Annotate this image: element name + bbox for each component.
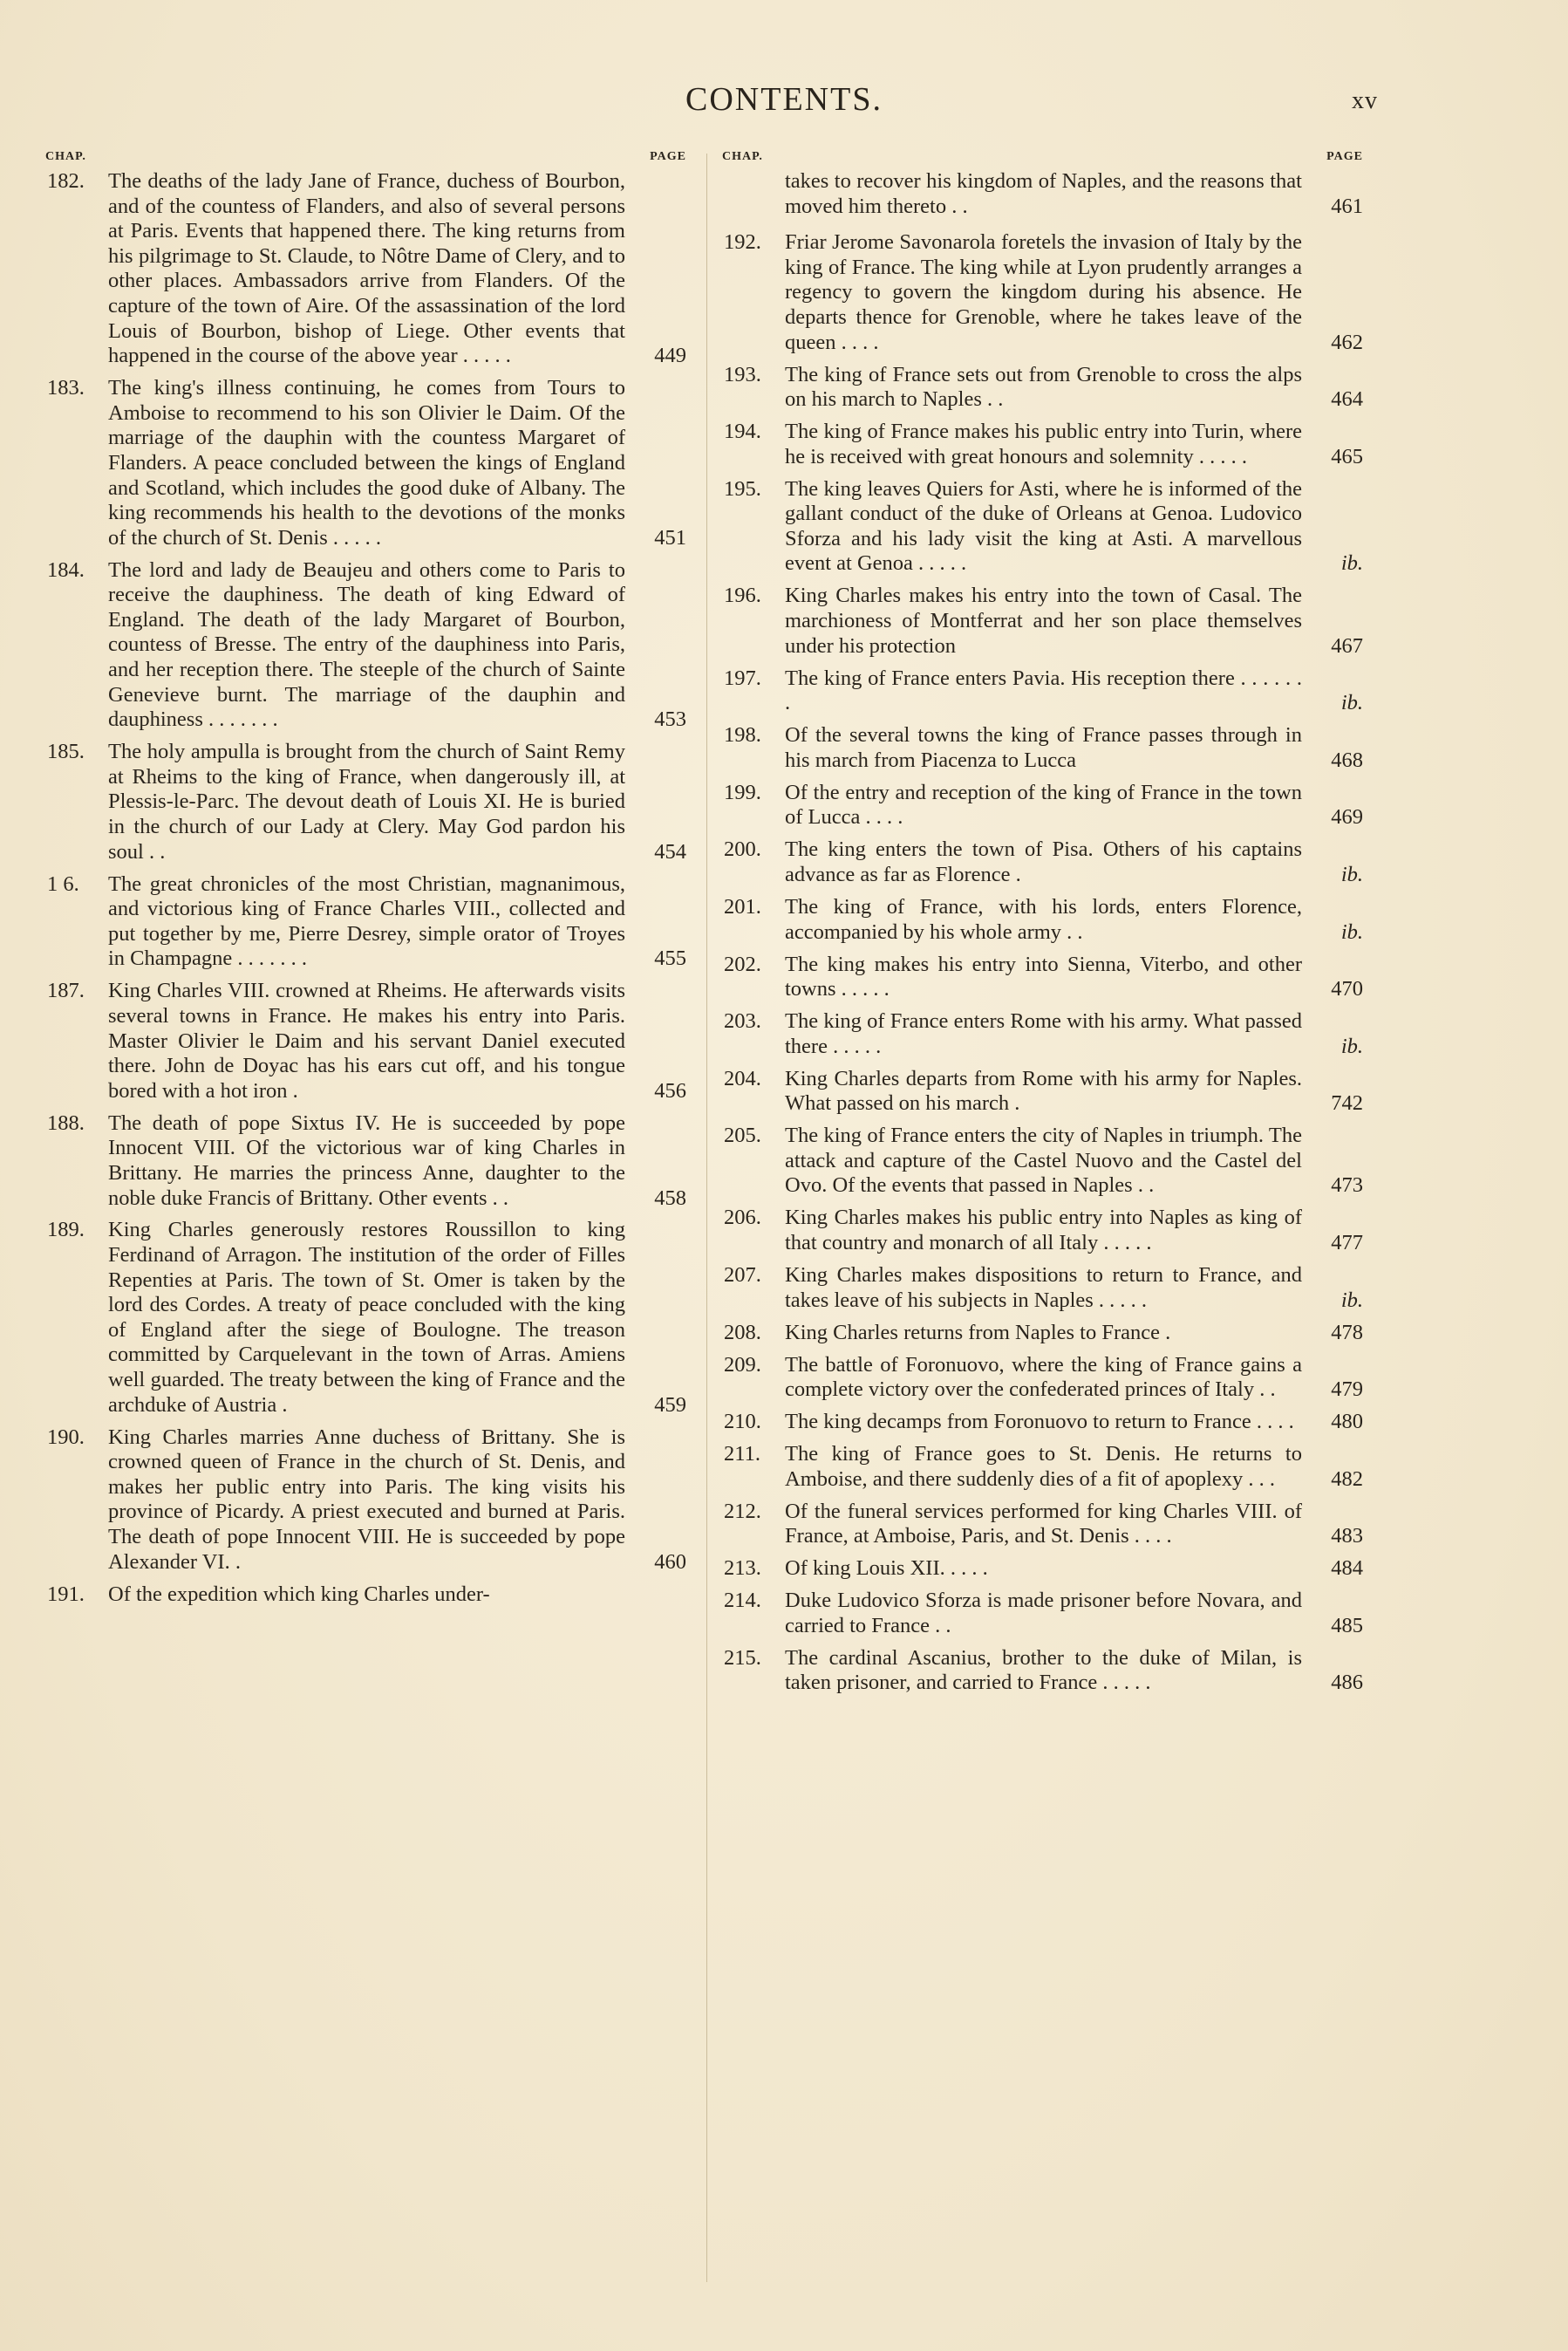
page-label: PAGE [650, 150, 686, 163]
toc-entry [722, 1067, 1363, 1117]
chapter-number: 193. [724, 362, 761, 386]
chap-label: CHAP. [45, 150, 86, 163]
chapter-summary: The king of France enters Rome with his army. What passed there . . . . . [785, 1009, 1302, 1058]
chapter-summary: The great chronicles of the most Christian, magnanimous, and victorious king of France Charles VIII., collected and put together by me, Pierre Desrey, simple orator of Troyes in Champagne . . . . . . . [108, 871, 625, 971]
chapter-summary: King Charles departs from Rome with his army for Naples. What passed on his march . [785, 1066, 1302, 1116]
page-reference: 453 [654, 707, 686, 732]
chapter-number: 198. [724, 723, 761, 748]
page-reference: 467 [1331, 633, 1363, 658]
toc-entry [722, 1263, 1363, 1313]
page-reference: 454 [654, 839, 686, 864]
chapter-number: 215. [724, 1645, 761, 1670]
page-reference: 483 [1331, 1524, 1363, 1548]
column-divider [706, 154, 707, 2282]
chapter-number: 188. [47, 1111, 85, 1135]
toc-entry [722, 781, 1363, 830]
toc-entry [722, 1321, 1363, 1346]
chapter-number: 182. [47, 169, 85, 193]
page-reference: 455 [654, 947, 686, 971]
chapter-summary: The king's illness continuing, he comes from Tours to Amboise to recommend to his son Olivier le Daim. Of the marriage of the dauphin with the countess Margaret of Flanders. A peace concluded between the kings of England and Scotland, which includes the good duke of Albany. The king recommends his health to the devotions of the monks of the church of St. Denis . . . . . [108, 376, 625, 550]
page-reference: 469 [1331, 805, 1363, 830]
chapter-number: 190. [47, 1425, 85, 1449]
page-reference: 456 [654, 1078, 686, 1103]
chapter-summary: The king of France enters the city of Naples in triumph. The attack and capture of the Castel Nuovo and the Castel del Ovo. Of the events that passed in Naples . . [785, 1124, 1302, 1198]
chapter-number: 205. [724, 1124, 761, 1148]
toc-entry [722, 1589, 1363, 1638]
page-reference: 485 [1331, 1613, 1363, 1637]
toc-entry [45, 169, 686, 369]
chapter-summary: The king enters the town of Pisa. Others of his captains advance as far as Florence . [785, 837, 1302, 886]
chapter-summary: The deaths of the lady Jane of France, duchess of Bourbon, and of the countess of Flanders, and also of several persons at Paris. Events that happened there. The king returns from his pilgrimage to St. Claude, to Nôtre Dame of Clery, and to other places. Ambassadors arrive from Flanders. Of the capture of the town of Aire. Of the assassination of the lord Louis of Bourbon, bishop of Liege. Other events that happened in the course of the above year . . . . . [108, 169, 625, 368]
chapter-number: 189. [47, 1218, 85, 1242]
toc-entry [722, 723, 1363, 773]
page-reference: 482 [1331, 1466, 1363, 1491]
chapter-number: 207. [724, 1263, 761, 1288]
chapter-number: 212. [724, 1499, 761, 1523]
page-reference: 465 [1331, 444, 1363, 468]
chapter-number: 209. [724, 1352, 761, 1377]
chapter-number: 200. [724, 837, 761, 862]
chapter-number: 210. [724, 1410, 761, 1434]
chapter-summary: King Charles VIII. crowned at Rheims. He afterwards visits several towns in France. He makes his entry into Paris. Master Olivier le Daim and his servant Daniel executed there. John de Doyac has his ears cut off, and his tongue bored with a hot iron . [108, 979, 625, 1103]
toc-entry [722, 584, 1363, 659]
chapter-summary: King Charles marries Anne duchess of Brittany. She is crowned queen of France in the church of St. Denis, and makes her public entry into Paris. The king visits his province of Picardy. A priest executed and burned at Paris. The death of pope Innocent VIII. He is succeeded by pope Alexander VI. . [108, 1425, 625, 1574]
page-reference: 480 [1331, 1410, 1363, 1434]
chap-label: CHAP. [722, 150, 763, 163]
chapter-summary: King Charles makes his entry into the town of Casal. The marchioness of Montferrat and her son place themselves under his protection [785, 584, 1302, 658]
chapter-summary: Friar Jerome Savonarola foretels the invasion of Italy by the king of France. The king while at Lyon prudently arranges a regency to govern the kingdom during his absence. He departs thence for Grenoble, where he takes leave of the queen . . . . [785, 230, 1302, 354]
page-reference: ib. [1340, 1288, 1363, 1312]
chapter-number: 185. [47, 740, 85, 764]
chapter-number: 199. [724, 780, 761, 804]
toc-entry [722, 1556, 1363, 1582]
chapter-summary: The king makes his entry into Sienna, Viterbo, and other towns . . . . . [785, 952, 1302, 1001]
chapter-summary: The king of France makes his public entry into Turin, where he is received with great honours and solemnity . . . . . [785, 420, 1302, 468]
contents-column-right [722, 150, 1363, 2279]
page-reference: 462 [1331, 330, 1363, 354]
chapter-summary: The king of France sets out from Grenoble to cross the alps on his march to Naples . . [785, 362, 1302, 412]
page-reference: 459 [654, 1392, 686, 1417]
toc-entry [45, 740, 686, 865]
chapter-summary: The lord and lady de Beaujeu and others come to Paris to receive the dauphiness. The death of king Edward of England. The death of the lady Margaret of Bourbon, countess of Bresse. The entry of the dauphiness into Paris, and her reception there. The steeple of the church of Sainte Genevieve burnt. The marriage of the dauphin and dauphiness . . . . . . . [108, 557, 625, 732]
chapter-summary: King Charles makes dispositions to return to France, and takes leave of his subjects in Naples . . . . . [785, 1263, 1302, 1312]
chapter-summary: Duke Ludovico Sforza is made prisoner before Novara, and carried to France . . [785, 1589, 1302, 1637]
chapter-number: 213. [724, 1556, 761, 1581]
page-reference: 479 [1331, 1377, 1363, 1402]
chapter-number: 195. [724, 476, 761, 501]
chapter-summary: The death of pope Sixtus IV. He is succeeded by pope Innocent VIII. Of the victorious war of king Charles in Brittany. He marries the princess Anne, daughter to the noble duke Francis of Brittany. Other events . . [108, 1111, 625, 1210]
page-reference: ib. [1340, 691, 1363, 715]
toc-entry [722, 1206, 1363, 1255]
toc-entry [722, 363, 1363, 413]
chapter-number: 201. [724, 894, 761, 919]
toc-entry [45, 1582, 686, 1608]
toc-entry [722, 1353, 1363, 1403]
page-reference: ib. [1340, 919, 1363, 944]
toc-entry [722, 837, 1363, 887]
page-number: xv [1352, 87, 1378, 114]
chapter-number: 211. [724, 1442, 760, 1466]
toc-entry [722, 1009, 1363, 1059]
page-reference: ib. [1340, 551, 1363, 576]
chapter-number: 183. [47, 376, 85, 400]
chapter-summary: King Charles generously restores Roussillon to king Ferdinand of Arragon. The institution of the order of Filles Repenties at Paris. The town of St. Omer is taken by the lord des Cordes. A treaty of peace concluded with the king of England after the siege of Boulogne. The treason committed by Carquelevant in the town of Arras. Amiens well guarded. The treaty between the king of France and the archduke of Austria . [108, 1218, 625, 1417]
chapter-summary: King Charles makes his public entry into Naples as king of that country and monarch of all Italy . . . . . [785, 1206, 1302, 1255]
chapter-summary: Of the funeral services performed for king Charles VIII. of France, at Amboise, Paris, and St. Denis . . . . [785, 1499, 1302, 1548]
toc-entry [45, 1218, 686, 1418]
page-reference: 473 [1331, 1173, 1363, 1198]
chapter-summary: The king of France, with his lords, enters Florence, accompanied by his whole army . . [785, 894, 1302, 944]
toc-entry [722, 1410, 1363, 1435]
page-reference: 449 [654, 344, 686, 368]
toc-entry [45, 1425, 686, 1575]
chapter-number: 206. [724, 1206, 761, 1230]
chapter-summary: Of the entry and reception of the king of France in the town of Lucca . . . . [785, 780, 1302, 830]
chapter-number: 191. [47, 1582, 85, 1606]
chapter-number: 197. [724, 666, 761, 690]
contents-column-left [45, 150, 686, 2279]
page-label: PAGE [1326, 150, 1363, 163]
toc-entry [45, 1111, 686, 1211]
toc-entry [722, 1646, 1363, 1696]
chapter-summary: The king leaves Quiers for Asti, where he is informed of the gallant conduct of the duke of Orleans at Genoa. Ludovico Sforza and his lady visit the king at Asti. A marvellous event at Genoa . . . . . [785, 476, 1302, 576]
chapter-summary: King Charles returns from Naples to France . [785, 1320, 1171, 1344]
toc-entry [45, 979, 686, 1104]
chapter-number: 202. [724, 952, 761, 976]
chapter-summary: takes to recover his kingdom of Naples, and the reasons that moved him thereto . . [785, 169, 1302, 218]
chapter-summary: The king of France goes to St. Denis. He returns to Amboise, and there suddenly dies of a fit of apoplexy . . . [785, 1442, 1302, 1491]
page-reference: 484 [1331, 1556, 1363, 1581]
chapter-summary: The king of France enters Pavia. His reception there . . . . . . . [785, 666, 1302, 715]
toc-entry [722, 895, 1363, 945]
page-reference: 470 [1331, 977, 1363, 1001]
chapter-summary: Of the expedition which king Charles under- [108, 1582, 490, 1606]
page-reference: 477 [1331, 1231, 1363, 1255]
chapter-number: 194. [724, 420, 761, 444]
entry-list [45, 169, 686, 1607]
chapter-number: 208. [724, 1320, 761, 1344]
chapter-summary: The king decamps from Foronuovo to return to France . . . . [785, 1410, 1294, 1434]
chapter-number: 204. [724, 1066, 761, 1090]
toc-entry [722, 953, 1363, 1002]
page-reference: 451 [654, 525, 686, 550]
chapter-number: 1 6. [47, 871, 79, 896]
toc-entry [45, 872, 686, 972]
page-reference: 458 [654, 1186, 686, 1210]
page-title: CONTENTS. [685, 81, 883, 118]
toc-entry [722, 420, 1363, 469]
entry-list [722, 169, 1363, 1696]
chapter-number: 187. [47, 979, 85, 1003]
page-reference: ib. [1340, 862, 1363, 886]
page-reference: ib. [1340, 1034, 1363, 1058]
toc-entry [45, 376, 686, 550]
toc-entry [722, 1500, 1363, 1549]
column-header [722, 150, 1363, 164]
column-header [45, 150, 686, 164]
chapter-summary: The battle of Foronuovo, where the king of France gains a complete victory over the confederated princes of Italy . . [785, 1352, 1302, 1402]
chapter-number: 203. [724, 1009, 761, 1034]
toc-entry [722, 230, 1363, 355]
page-reference: 486 [1331, 1671, 1363, 1695]
chapter-summary: Of king Louis XII. . . . . [785, 1556, 988, 1581]
page-header [0, 80, 1568, 124]
page-reference: 460 [654, 1549, 686, 1574]
chapter-summary: The cardinal Ascanius, brother to the duke of Milan, is taken prisoner, and carried to France . . . . . [785, 1645, 1302, 1695]
toc-entry [722, 666, 1363, 716]
toc-entry [722, 1124, 1363, 1199]
page-reference: 742 [1331, 1091, 1363, 1116]
page-reference: 461 [1331, 194, 1363, 218]
toc-entry [722, 477, 1363, 577]
chapter-number: 192. [724, 230, 761, 255]
page-reference: 478 [1331, 1320, 1363, 1344]
chapter-summary: The holy ampulla is brought from the church of Saint Remy at Rheims to the king of France, when dangerously ill, at Plessis-le-Parc. The devout death of Louis XI. He is buried in the church of our Lady at Clery. May God pardon his soul . . [108, 740, 625, 864]
toc-entry [45, 558, 686, 733]
toc-entry [722, 1442, 1363, 1492]
page-reference: 464 [1331, 387, 1363, 412]
chapter-number: 214. [724, 1589, 761, 1613]
toc-entry [722, 169, 1363, 219]
chapter-summary: Of the several towns the king of France passes through in his march from Piacenza to Lucca [785, 723, 1302, 772]
page-reference: 468 [1331, 748, 1363, 772]
chapter-number: 196. [724, 584, 761, 608]
chapter-number: 184. [47, 557, 85, 582]
